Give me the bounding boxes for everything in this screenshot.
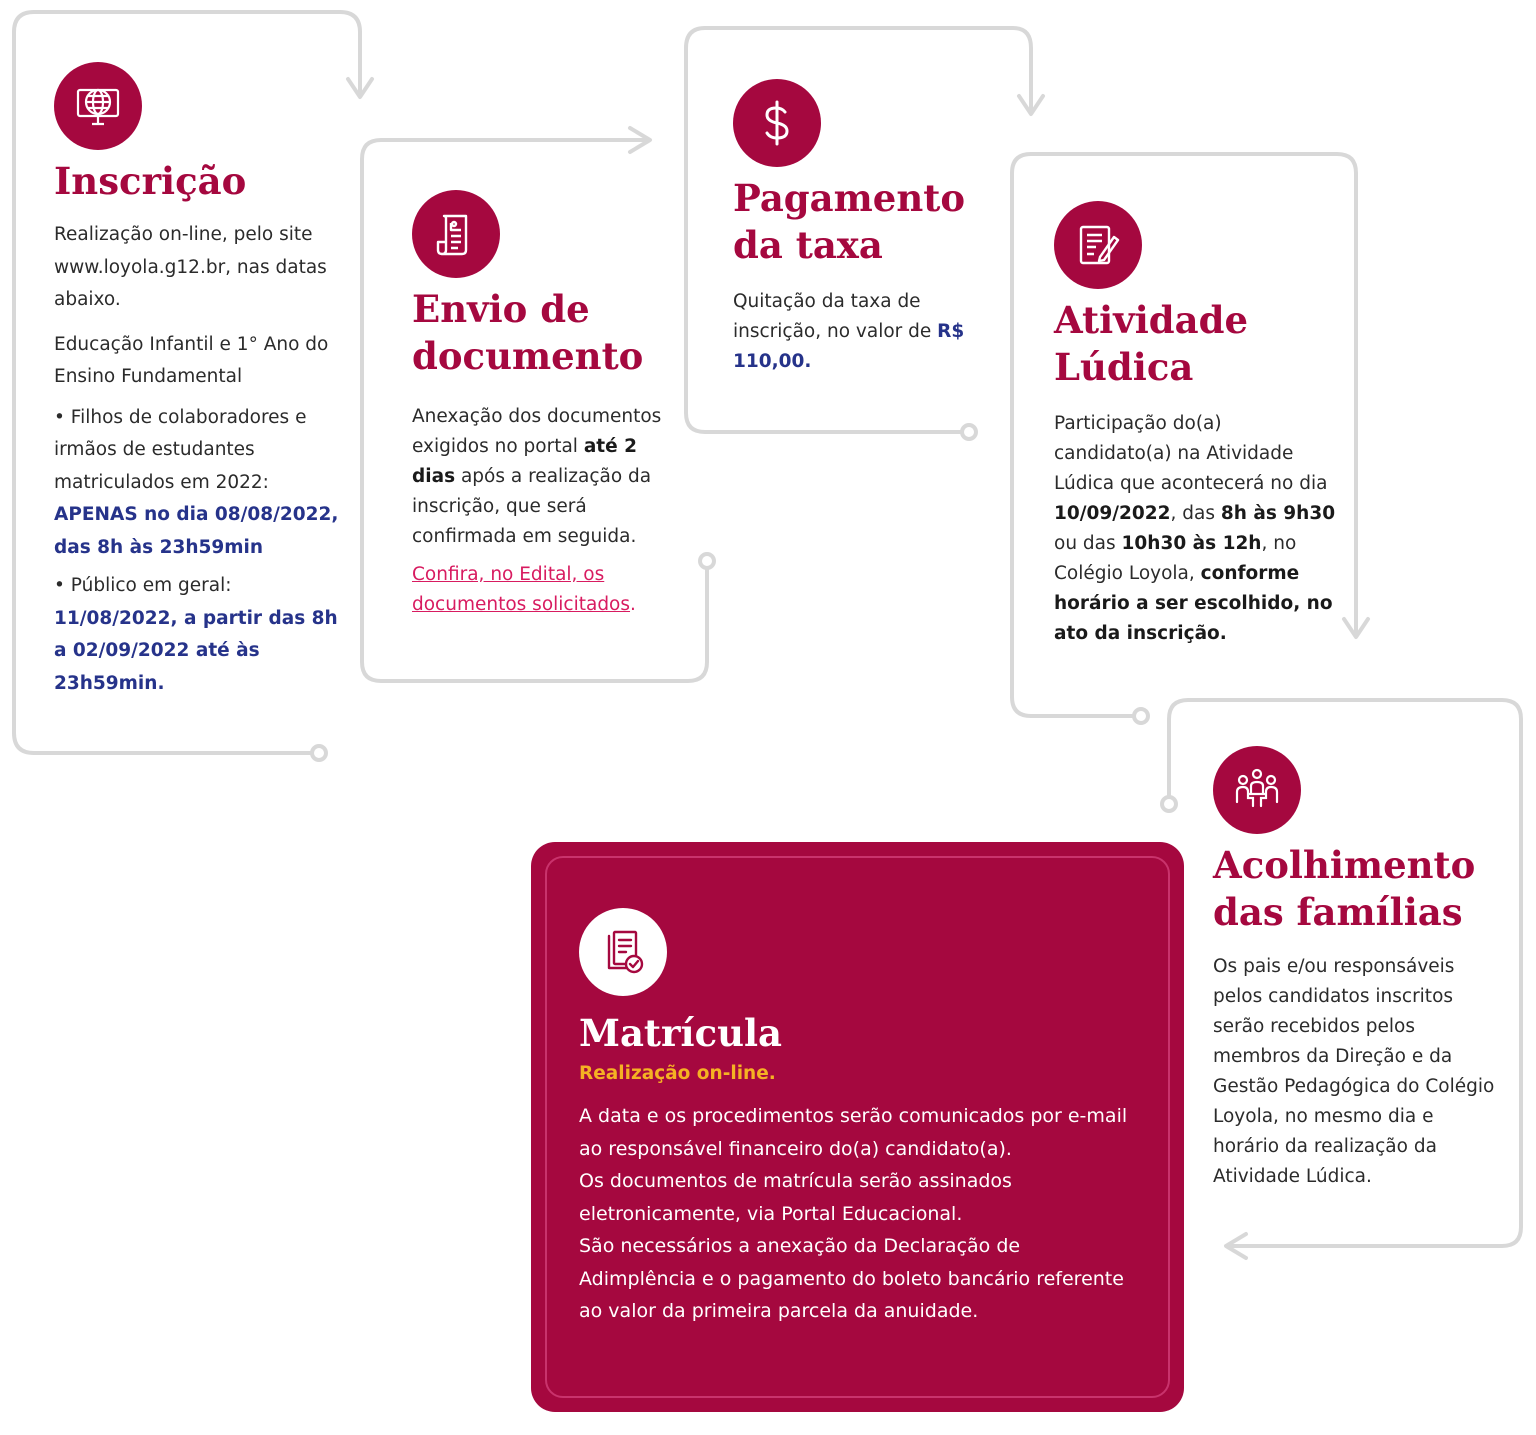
connector-dot-1 <box>312 746 326 760</box>
description-part: Participação do(a) candidato(a) na Atividade Lúdica que acontecerá no dia <box>1054 413 1328 494</box>
matricula-line-1: A data e os procedimentos serão comunicados por e-mail ao responsável financeiro do(a) candidato(a). <box>579 1105 1128 1160</box>
activity-time-2: 10h30 às 12h <box>1121 533 1262 554</box>
step-matricula-card <box>531 842 1184 1412</box>
connector-dot-4 <box>1134 709 1148 723</box>
description-part: após a realização da inscrição, que será confirmada em seguida. <box>412 466 652 547</box>
step-pagamento-taxa <box>733 79 968 377</box>
description-part: , no Colégio Loyola, <box>1054 533 1297 584</box>
step-title: Acolhimento das famílias <box>1213 843 1476 934</box>
step-description <box>412 402 672 552</box>
step-description <box>1054 409 1339 649</box>
description-part: Quitação da taxa de inscrição, no valor de <box>733 291 938 342</box>
step-atividade-ludica <box>1054 201 1339 649</box>
connector-dot-2 <box>700 554 714 568</box>
step-acolhimento-familias <box>1213 746 1503 1192</box>
form-pen-icon <box>1054 201 1142 289</box>
people-meeting-icon <box>1213 746 1301 834</box>
step-description: Os pais e/ou responsáveis pelos candidatos inscritos serão recebidos pelos membros da Direção e da Gestão Pedagógica do Colégio Loyola, no mesmo dia e horário da realização da Atividade Lúdica. <box>1213 956 1495 1187</box>
description-part: Anexação dos documentos exigidos no portal <box>412 406 662 457</box>
step-description: Realização on-line, pelo site www.loyola.g12.br, nas datas abaixo. <box>54 224 327 310</box>
step-title: Envio de documento <box>412 287 644 378</box>
schedule-note: conforme horário a ser escolhido, no ato da inscrição. <box>1054 563 1333 644</box>
matricula-line-3: São necessários a anexação da Declaração de Adimplência e o pagamento do boleto bancário referente ao valor da primeira parcela da anuidade. <box>579 1235 1124 1322</box>
bullet-publico: • Público em geral: <box>54 575 232 596</box>
dates-colaboradores: APENAS no dia 08/08/2022, das 8h às 23h59min <box>54 504 339 558</box>
step-matricula <box>579 908 1139 1328</box>
audience-label: Educação Infantil e 1° Ano do Ensino Fundamental <box>54 333 329 387</box>
step-title: Inscrição <box>54 159 247 203</box>
description-part: , das <box>1170 503 1221 524</box>
step-title: Atividade Lúdica <box>1054 298 1249 389</box>
step-title: Matrícula <box>579 1011 783 1055</box>
deadline-bold: até 2 dias <box>412 436 637 487</box>
connector-dot-5 <box>1162 797 1176 811</box>
connector-dot-3 <box>962 425 976 439</box>
step-description <box>733 287 968 377</box>
description-part: ou das <box>1054 533 1122 554</box>
fee-value: R$ 110,00 <box>733 321 965 372</box>
fee-period: . <box>804 351 812 372</box>
documents-check-icon <box>579 908 667 996</box>
activity-date: 10/09/2022 <box>1054 503 1171 524</box>
edital-link-line <box>412 560 672 620</box>
matricula-line-2: Os documentos de matrícula serão assinados eletronicamente, via Portal Educacional. <box>579 1170 1012 1225</box>
edital-link[interactable]: Confira, no Edital, os documentos solicitados <box>412 564 631 615</box>
document-icon <box>412 190 500 278</box>
dates-publico: 11/08/2022, a partir das 8h a 02/09/2022 até às 23h59min. <box>54 607 338 694</box>
dollar-icon <box>733 79 821 167</box>
activity-time-1: 8h às 9h30 <box>1220 503 1336 524</box>
step-title: Pagamento da taxa <box>733 176 966 267</box>
bullet-colaboradores: • Filhos de colaboradores e irmãos de estudantes matriculados em 2022: <box>54 406 307 493</box>
step-subtitle: Realização on-line. <box>579 1063 776 1084</box>
link-period: . <box>630 594 636 615</box>
step-envio-documento <box>412 190 672 620</box>
step-inscricao <box>54 62 344 700</box>
globe-monitor-icon <box>54 62 142 150</box>
